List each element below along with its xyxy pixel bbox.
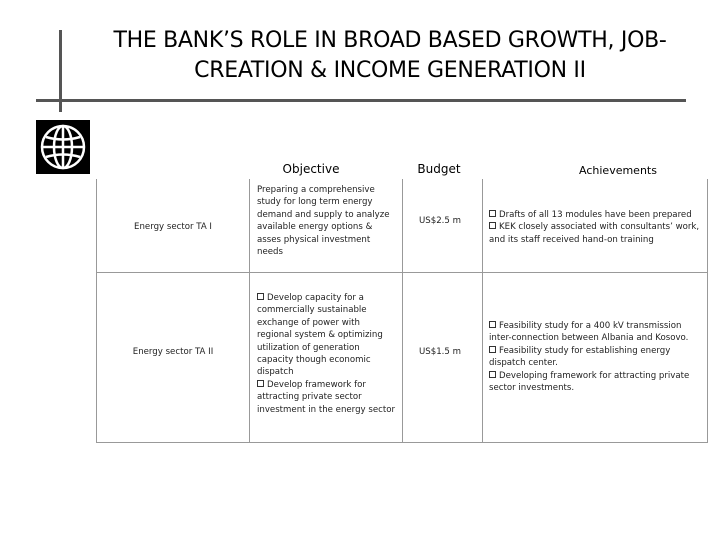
objective-item: Develop capacity for a commercially sustainable exchange of power with regional system & optimizing utilization of generation capacity though economic dispatch — [257, 293, 383, 378]
header-achievements: Achievements — [579, 164, 657, 177]
row-1-achievements — [489, 209, 703, 246]
header-budget: Budget — [417, 162, 461, 176]
checkbox-bullet-icon — [257, 380, 264, 387]
objective-item: Develop framework for attracting private sector investment in the energy sector — [257, 379, 395, 415]
row-2-sector: Energy sector TA II — [132, 347, 214, 357]
achievement-item: Feasibility study for a 400 kV transmission inter-connection between Albania and Kosovo. — [489, 321, 689, 344]
row-1-sector: Energy sector TA I — [134, 222, 212, 232]
row-2-achievements — [489, 320, 703, 394]
achievement-item: KEK closely associated with consultants’ work, and its staff received hand-on training — [489, 222, 700, 245]
row-1-budget: US$2.5 m — [419, 216, 461, 226]
checkbox-bullet-icon — [489, 321, 496, 328]
column-divider — [249, 179, 250, 442]
checkbox-bullet-icon — [257, 293, 264, 300]
horizontal-accent-line — [36, 99, 686, 102]
row-1-objective: Preparing a comprehensive study for long term energy demand and supply to analyze available energy options & asses physical investment needs — [257, 185, 390, 258]
achievement-item: Developing framework for attracting private sector investments. — [489, 370, 690, 394]
achievement-item: Drafts of all 13 modules have been prepared — [489, 209, 703, 221]
checkbox-bullet-icon — [489, 346, 496, 353]
header-objective: Objective — [282, 162, 340, 176]
slide-title — [70, 26, 710, 86]
world-bank-globe-icon — [36, 120, 90, 174]
achievement-item: Feasibility study for establishing energy dispatch center. — [489, 345, 671, 369]
row-2-budget: US$1.5 m — [419, 347, 461, 357]
title-line-1: THE BANK’S ROLE IN BROAD BASED GROWTH, JOB- — [113, 28, 667, 53]
checkbox-bullet-icon — [489, 222, 496, 229]
title-line-2: CREATION & INCOME GENERATION II — [194, 58, 586, 83]
checkbox-bullet-icon — [489, 210, 496, 217]
column-divider — [482, 179, 483, 442]
checkbox-bullet-icon — [489, 371, 496, 378]
row-2-objective — [257, 292, 397, 416]
row-divider — [96, 272, 707, 273]
